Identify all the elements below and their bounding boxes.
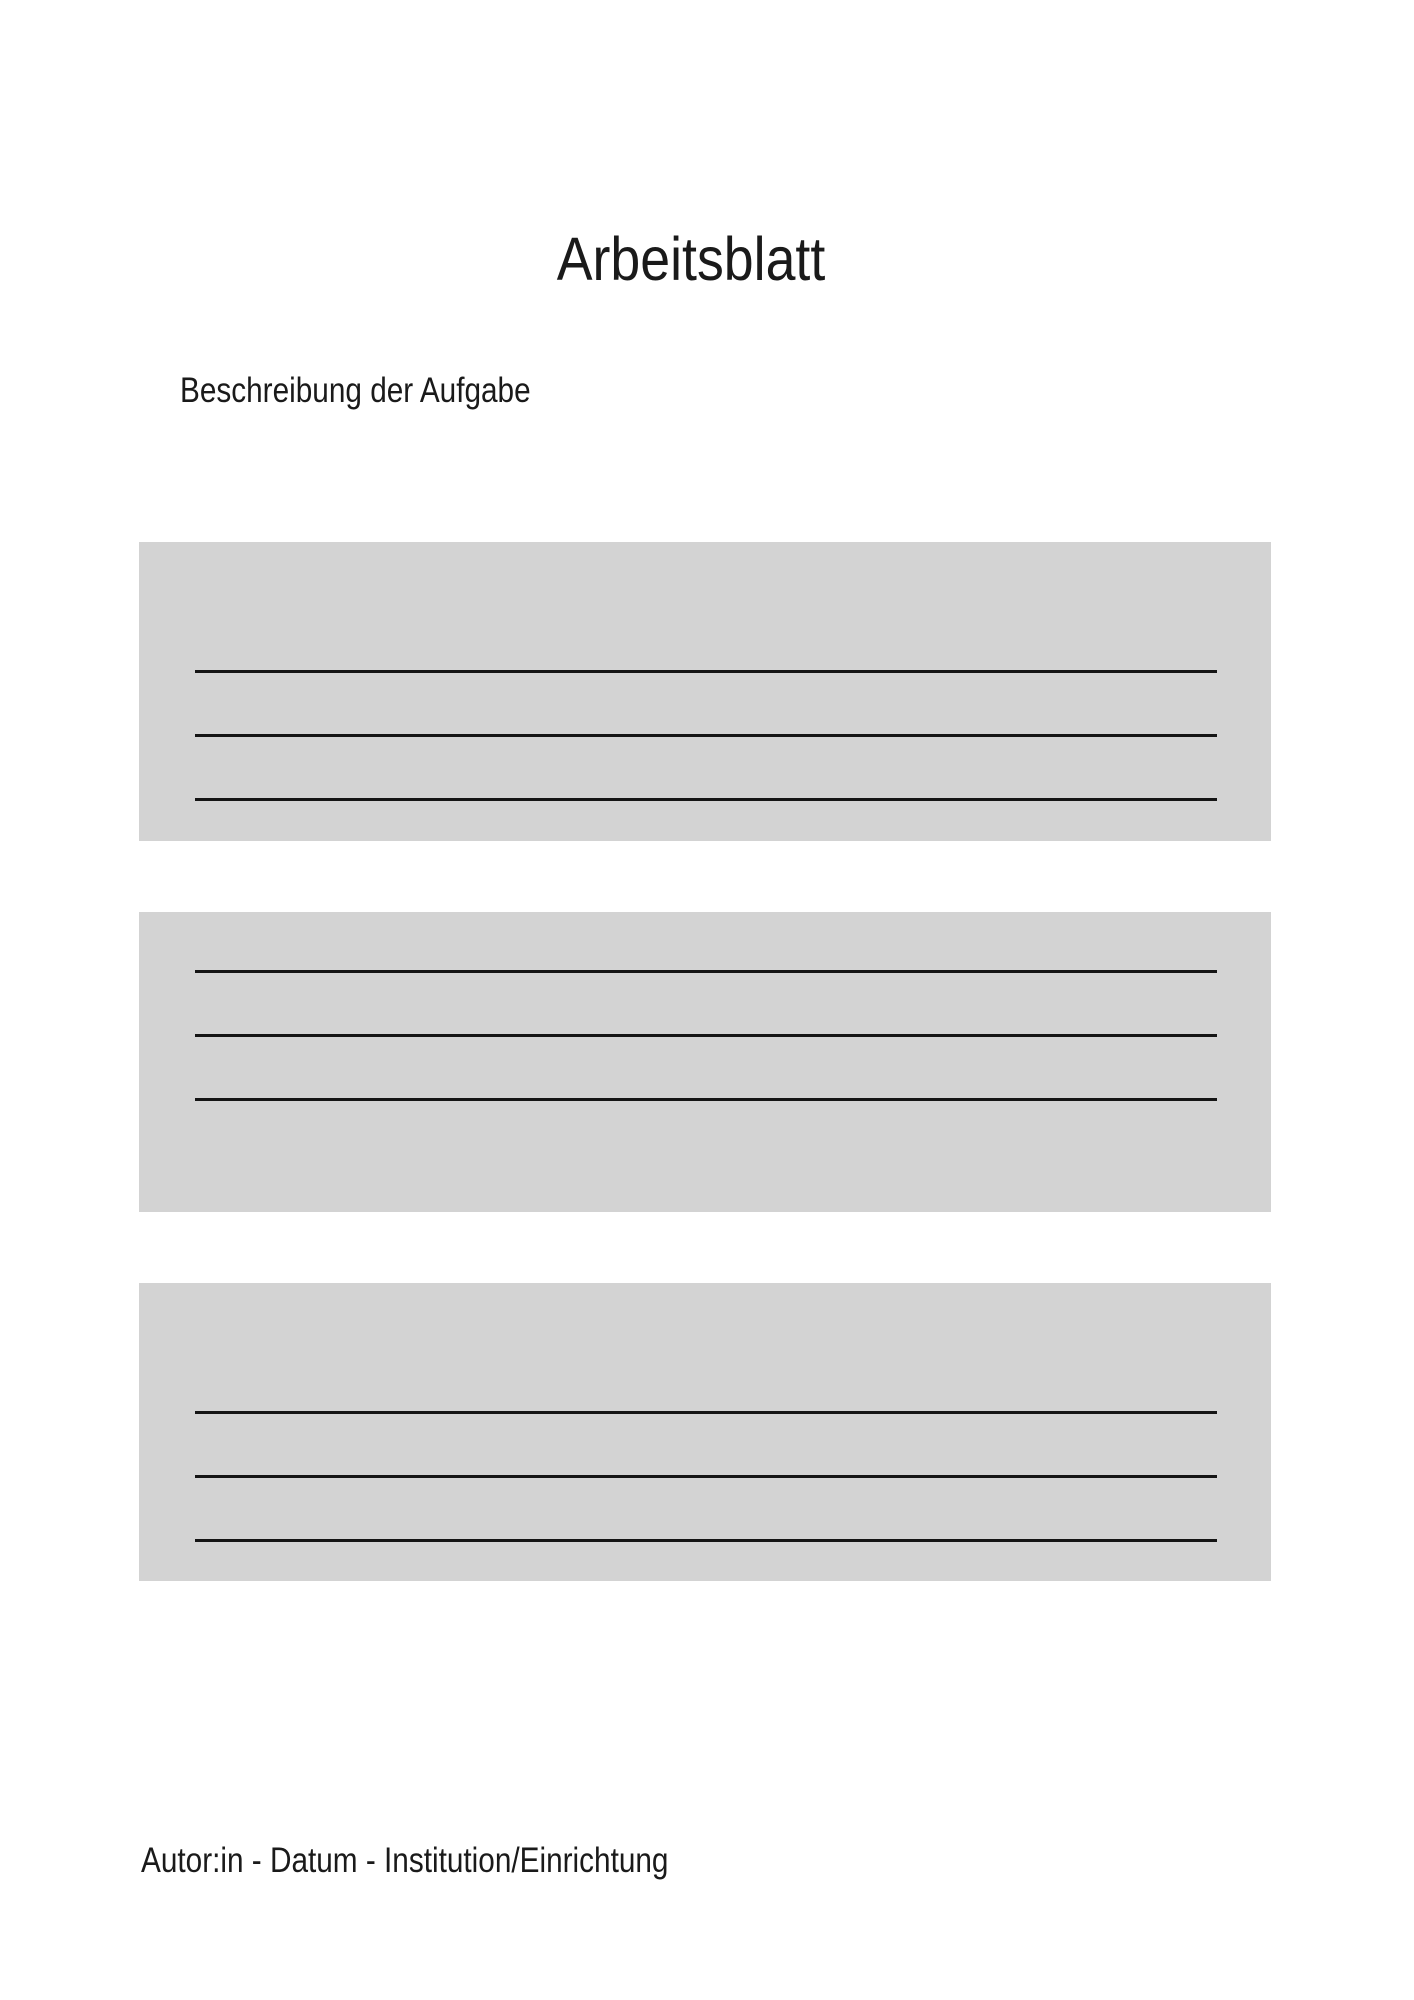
writing-lines-group-1 bbox=[195, 670, 1217, 801]
answer-box-2 bbox=[139, 912, 1271, 1212]
writing-line bbox=[195, 1539, 1217, 1542]
page-title: Arbeitsblatt bbox=[556, 225, 826, 293]
answer-box-1 bbox=[139, 542, 1271, 841]
writing-line bbox=[195, 1098, 1217, 1101]
writing-line bbox=[195, 734, 1217, 737]
writing-line bbox=[195, 1034, 1217, 1037]
writing-line bbox=[195, 970, 1217, 973]
writing-line bbox=[195, 670, 1217, 673]
answer-box-3 bbox=[139, 1283, 1271, 1581]
footer-credits: Autor:in - Datum - Institution/Einrichtung bbox=[141, 1841, 669, 1880]
writing-line bbox=[195, 1411, 1217, 1414]
writing-line bbox=[195, 1475, 1217, 1478]
writing-line bbox=[195, 798, 1217, 801]
writing-lines-group-3 bbox=[195, 1411, 1217, 1542]
writing-lines-group-2 bbox=[195, 970, 1217, 1101]
task-description: Beschreibung der Aufgabe bbox=[180, 371, 531, 410]
